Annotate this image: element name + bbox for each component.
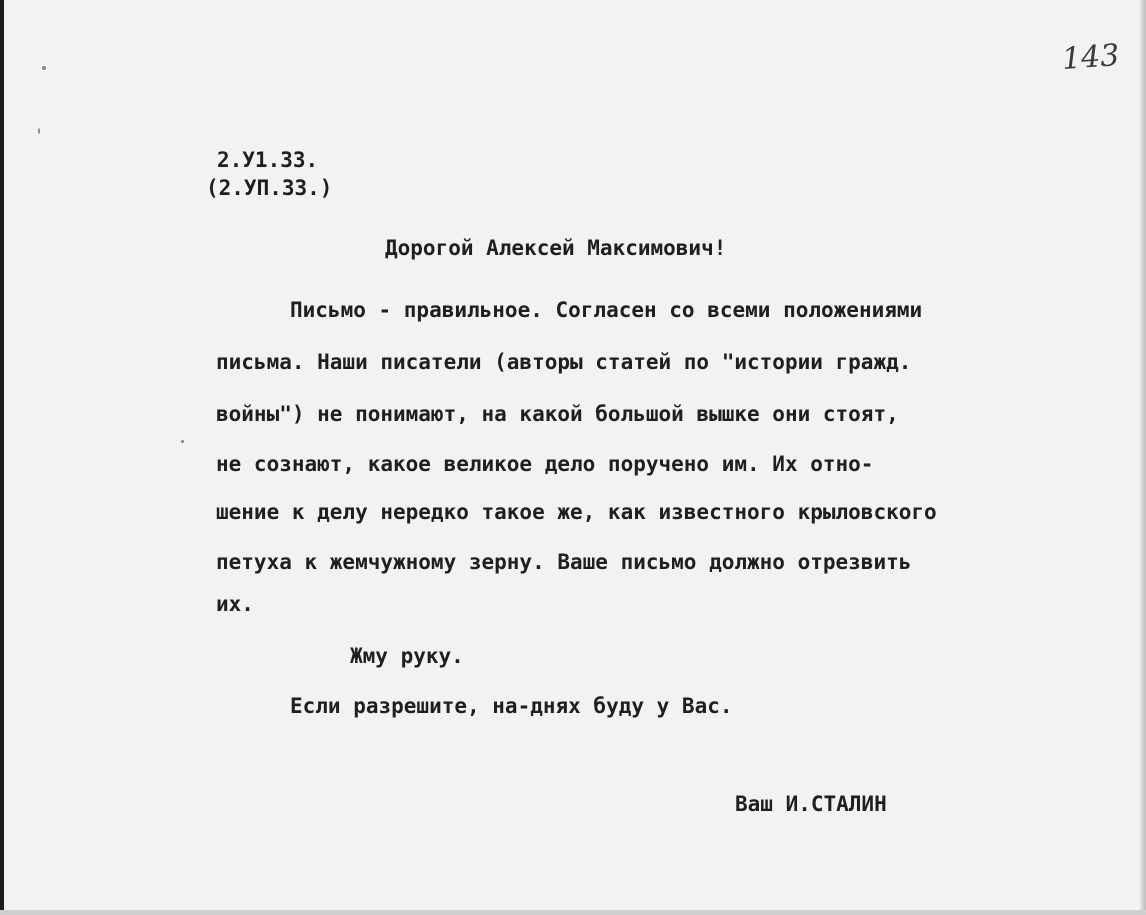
closing-line: Если разрешите, на-днях буду у Вас. [290,694,733,718]
closing-line: Жму руку. [350,644,464,668]
body-line: Письмо - правильное. Согласен со всеми положениями [290,298,923,322]
signature: Ваш И.СТАЛИН [735,792,887,816]
paper-speck [42,66,46,70]
date-line-1: 2.У1.33. [217,148,319,172]
salutation: Дорогой Алексей Максимович! [385,236,727,260]
body-line: их. [216,592,254,616]
body-line: письма. Наши писатели (авторы статей по "истории гражд. [216,350,912,374]
body-line: не сознают, какое великое дело поручено им. Их отно- [216,452,874,476]
paper-speck [181,440,184,443]
body-line: петуха к жемчужному зерну. Ваше письмо должно отрезвить [216,550,912,574]
body-line: войны") не понимают, на какой большой вышке они стоят, [216,402,899,426]
paper-speck [38,128,40,134]
body-line: шение к делу нередко такое же, как известного крыловского [216,500,937,524]
page-right-edge [1140,0,1146,915]
page-left-edge [0,0,4,915]
page-bottom-edge [0,910,1146,915]
page-number: 143 [1060,38,1121,77]
date-line-2: (2.УП.33.) [206,176,333,200]
